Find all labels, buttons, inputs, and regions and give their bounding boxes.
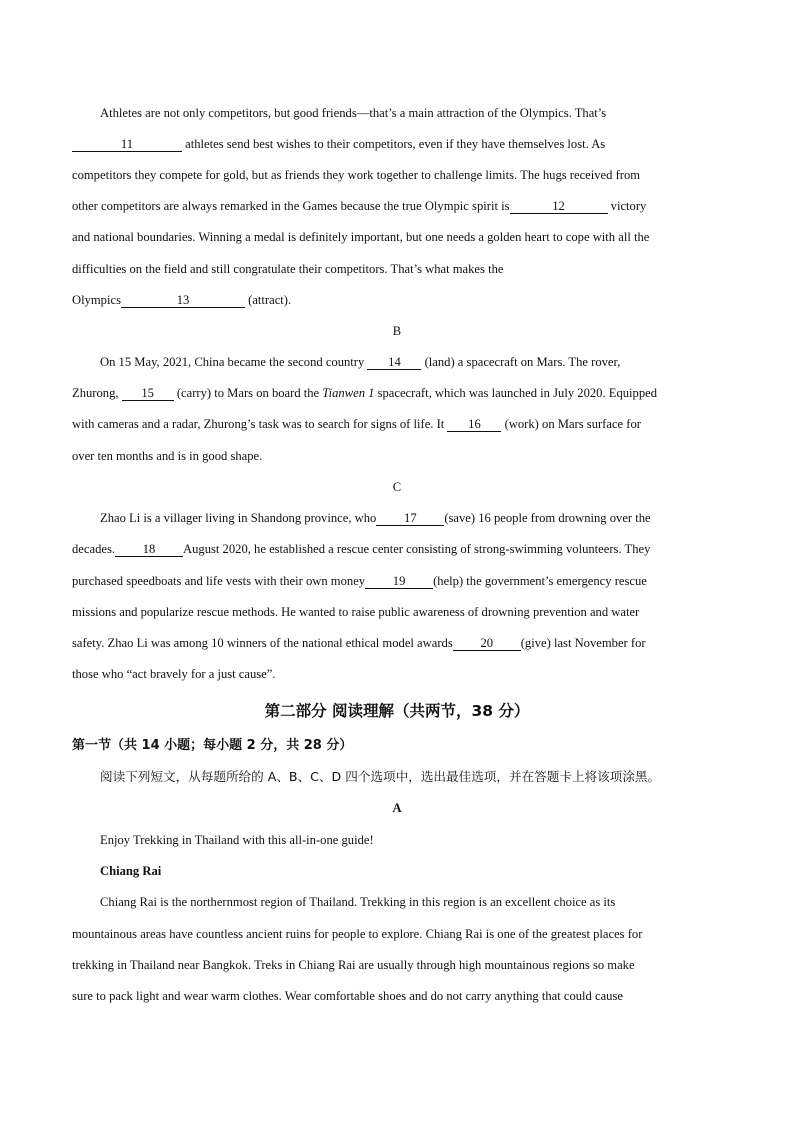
passage-c-line-4 xyxy=(72,604,722,620)
cloze-a-line-7 xyxy=(72,292,722,308)
text: (carry) to Mars on board the xyxy=(173,386,323,400)
spacecraft-name: Tianwen 1 xyxy=(322,386,375,400)
text: (land) a spacecraft on Mars. The rover, xyxy=(421,355,621,369)
blank-12[interactable]: 12 xyxy=(510,199,608,214)
text: Olympics xyxy=(72,293,121,307)
text: victory xyxy=(607,199,647,213)
blank-20[interactable]: 20 xyxy=(453,636,521,651)
chiang-rai-line-3: trekking in Thailand near Bangkok. Treks in Chiang Rai are usually through high mountainous regions so make xyxy=(72,958,635,972)
passage-b-line-2 xyxy=(72,385,722,401)
text: over ten months and is in good shape. xyxy=(72,449,263,463)
text: other competitors are always remarked in the Games because the true Olympic spirit is xyxy=(72,199,510,213)
text: missions and popularize rescue methods. He wanted to raise public awareness of drowning prevention and water xyxy=(72,605,640,619)
blank-18[interactable]: 18 xyxy=(115,542,183,557)
blank-17[interactable]: 17 xyxy=(376,511,444,526)
text: purchased speedboats and life vests with their own money xyxy=(72,574,366,588)
chiang-rai-line-2: mountainous areas have countless ancient ruins for people to explore. Chiang Rai is one of the greatest places for xyxy=(72,927,643,941)
chiang-rai-subheading: Chiang Rai xyxy=(100,864,162,878)
blank-11[interactable]: 11 xyxy=(72,137,182,152)
text: (attract). xyxy=(244,293,292,307)
text: competitors they compete for gold, but as friends they work together to challenge limits. The hugs received from xyxy=(72,168,641,182)
passage-c-line-1 xyxy=(100,510,722,526)
text: and national boundaries. Winning a medal is definitely important, but one needs a golden heart to cope with all the xyxy=(72,230,650,244)
text: (save) 16 people from drowning over the xyxy=(444,511,651,525)
instruction-text: 阅读下列短文，从每题所给的 A、B、C、D 四个选项中，选出最佳选项，并在答题卡上将该项涂黑。 xyxy=(100,769,661,784)
passage-b-line-3 xyxy=(72,416,722,432)
passage-c-line-2 xyxy=(72,541,722,557)
cloze-a-line-1 xyxy=(100,105,722,121)
text: August 2020, he established a rescue center consisting of strong-swimming volunteers. They xyxy=(183,542,651,556)
reading-a-intro: Enjoy Trekking in Thailand with this all-in-one guide! xyxy=(100,833,374,847)
chiang-rai-line-1: Chiang Rai is the northernmost region of Thailand. Trekking in this region is an excellent choice as its xyxy=(100,895,616,909)
cloze-a-line-5 xyxy=(72,229,722,245)
text: safety. Zhao Li was among 10 winners of the national ethical model awards xyxy=(72,636,453,650)
text: athletes send best wishes to their competitors, even if they have themselves lost. As xyxy=(182,137,606,151)
cloze-a-line-6 xyxy=(72,261,722,277)
text: Zhao Li is a villager living in Shandong province, who xyxy=(100,511,377,525)
text: decades. xyxy=(72,542,116,556)
cloze-a-line-2 xyxy=(72,136,722,152)
text: Zhurong, xyxy=(72,386,122,400)
cloze-a-line-3 xyxy=(72,167,722,183)
blank-16[interactable]: 16 xyxy=(447,417,501,432)
blank-13[interactable]: 13 xyxy=(121,293,245,308)
text: difficulties on the field and still congratulate their competitors. That’s what makes the xyxy=(72,262,504,276)
text: (help) the government’s emergency rescue xyxy=(433,574,647,588)
passage-b-line-4 xyxy=(72,448,722,464)
text: those who “act bravely for a just cause”. xyxy=(72,667,276,681)
passage-b-heading: B xyxy=(392,324,402,338)
reading-a-heading: A xyxy=(392,801,402,815)
passage-c-line-5 xyxy=(72,635,722,651)
text: Athletes are not only competitors, but good friends—that’s a main attraction of the Olympics. That’s xyxy=(100,106,607,120)
part-two-title: 第二部分 阅读理解（共两节，38 分） xyxy=(264,702,530,720)
text: with cameras and a radar, Zhurong’s task was to search for signs of life. It xyxy=(72,417,448,431)
passage-c-line-3 xyxy=(72,573,722,589)
blank-14[interactable]: 14 xyxy=(367,355,421,370)
text: (give) last November for xyxy=(520,636,646,650)
chiang-rai-line-4: sure to pack light and wear warm clothes. Wear comfortable shoes and do not carry anything that could cause xyxy=(72,989,623,1003)
blank-15[interactable]: 15 xyxy=(122,386,174,401)
text: On 15 May, 2021, China became the second country xyxy=(100,355,368,369)
cloze-a-line-4 xyxy=(72,198,722,214)
passage-c-line-6 xyxy=(72,666,722,682)
passage-c-heading: C xyxy=(392,480,402,494)
text: spacecraft, which was launched in July 2020. Equipped xyxy=(374,386,658,400)
text: (work) on Mars surface for xyxy=(501,417,641,431)
blank-19[interactable]: 19 xyxy=(365,574,433,589)
section-one-title: 第一节（共 14 小题；每小题 2 分，共 28 分） xyxy=(72,738,353,753)
passage-b-line-1 xyxy=(100,354,722,370)
